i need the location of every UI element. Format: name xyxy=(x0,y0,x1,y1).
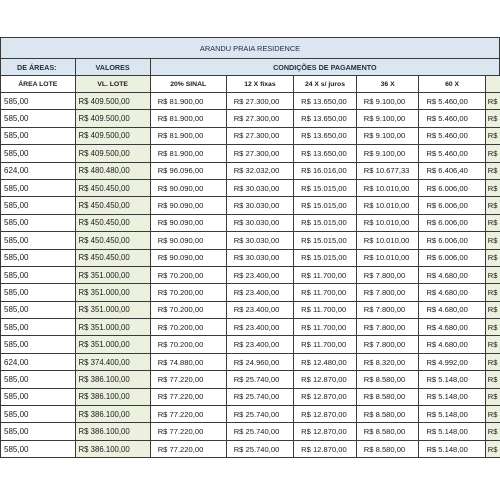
parcela-60x-cell[interactable]: R$ 6.006,00 xyxy=(419,197,485,214)
parcela-60x-cell[interactable]: R$ 5.460,00 xyxy=(419,145,485,162)
table-row xyxy=(1,406,500,423)
parcela-36x-cell[interactable]: R$ 7.800,00 xyxy=(356,301,419,318)
parcela-60x-cell[interactable]: R$ 6.406,40 xyxy=(419,162,485,179)
fixas-12x-cell[interactable]: R$ 23.400,00 xyxy=(226,319,293,336)
parcela-60x-cell[interactable]: R$ 5.460,00 xyxy=(419,93,485,110)
table-row xyxy=(1,93,500,110)
value-cell[interactable]: R$ 351.000,00 xyxy=(75,336,150,353)
parcela-60x-cell[interactable]: R$ 6.006,00 xyxy=(419,179,485,196)
value-cell[interactable]: R$ 450.450,00 xyxy=(75,232,150,249)
table-row xyxy=(1,266,500,283)
next-col-cell[interactable]: R$ xyxy=(485,336,499,353)
fixas-12x-cell[interactable]: R$ 23.400,00 xyxy=(226,266,293,283)
parcela-36x-cell[interactable]: R$ 9.100,00 xyxy=(356,145,419,162)
header-24x[interactable]: 24 X s/ juros xyxy=(294,76,357,93)
table-row xyxy=(1,110,500,127)
sinal-cell[interactable]: R$ 70.200,00 xyxy=(150,319,226,336)
value-cell[interactable]: R$ 351.000,00 xyxy=(75,284,150,301)
parcela-36x-cell[interactable]: R$ 9.100,00 xyxy=(356,127,419,144)
spreadsheet xyxy=(0,37,500,458)
area-cell[interactable]: 585,00 xyxy=(1,93,76,110)
sinal-cell[interactable]: R$ 77.220,00 xyxy=(150,423,226,440)
sinal-cell[interactable]: R$ 81.900,00 xyxy=(150,127,226,144)
value-cell[interactable]: R$ 351.000,00 xyxy=(75,266,150,283)
next-col-cell[interactable]: R$ xyxy=(485,284,499,301)
juros-24x-cell[interactable]: R$ 11.700,00 xyxy=(294,266,357,283)
area-cell[interactable]: 585,00 xyxy=(1,266,76,283)
table-row xyxy=(1,301,500,318)
fixas-12x-cell[interactable]: R$ 27.300,00 xyxy=(226,145,293,162)
sinal-cell[interactable]: R$ 77.220,00 xyxy=(150,440,226,457)
next-col-cell[interactable]: R$ xyxy=(485,214,499,231)
juros-24x-cell[interactable]: R$ 12.870,00 xyxy=(294,423,357,440)
next-col-cell[interactable]: R$ xyxy=(485,179,499,196)
area-cell[interactable]: 585,00 xyxy=(1,127,76,144)
sinal-cell[interactable]: R$ 90.090,00 xyxy=(150,232,226,249)
juros-24x-cell[interactable]: R$ 15.015,00 xyxy=(294,249,357,266)
parcela-60x-cell[interactable]: R$ 5.148,00 xyxy=(419,440,485,457)
area-cell[interactable]: 585,00 xyxy=(1,284,76,301)
parcela-36x-cell[interactable]: R$ 8.580,00 xyxy=(356,423,419,440)
area-cell[interactable]: 624,00 xyxy=(1,162,76,179)
section-row xyxy=(1,59,500,76)
fixas-12x-cell[interactable]: R$ 25.740,00 xyxy=(226,371,293,388)
sinal-cell[interactable]: R$ 74.880,00 xyxy=(150,353,226,370)
parcela-36x-cell[interactable]: R$ 7.800,00 xyxy=(356,284,419,301)
juros-24x-cell[interactable]: R$ 13.650,00 xyxy=(294,110,357,127)
next-col-cell[interactable]: R$ xyxy=(485,353,499,370)
section-values[interactable]: VALORES xyxy=(75,59,150,76)
next-col-cell[interactable]: R$ xyxy=(485,127,499,144)
sinal-cell[interactable]: R$ 90.090,00 xyxy=(150,249,226,266)
table-row xyxy=(1,423,500,440)
title-row xyxy=(1,38,500,59)
fixas-12x-cell[interactable]: R$ 30.030,00 xyxy=(226,249,293,266)
parcela-36x-cell[interactable]: R$ 7.800,00 xyxy=(356,266,419,283)
juros-24x-cell[interactable]: R$ 15.015,00 xyxy=(294,179,357,196)
sinal-cell[interactable]: R$ 90.090,00 xyxy=(150,197,226,214)
next-col-cell[interactable]: R$ xyxy=(485,301,499,318)
value-cell[interactable]: R$ 386.100,00 xyxy=(75,388,150,405)
area-cell[interactable]: 585,00 xyxy=(1,336,76,353)
value-cell[interactable]: R$ 386.100,00 xyxy=(75,406,150,423)
price-table xyxy=(0,37,500,458)
area-cell[interactable]: 585,00 xyxy=(1,388,76,405)
parcela-36x-cell[interactable]: R$ 7.800,00 xyxy=(356,319,419,336)
sinal-cell[interactable]: R$ 70.200,00 xyxy=(150,301,226,318)
section-conditions[interactable]: CONDIÇÕES DE PAGAMENTO xyxy=(150,59,499,76)
juros-24x-cell[interactable]: R$ 11.700,00 xyxy=(294,284,357,301)
parcela-36x-cell[interactable]: R$ 10.010,00 xyxy=(356,232,419,249)
juros-24x-cell[interactable]: R$ 12.870,00 xyxy=(294,440,357,457)
parcela-60x-cell[interactable]: R$ 5.460,00 xyxy=(419,110,485,127)
table-row xyxy=(1,179,500,196)
value-cell[interactable]: R$ 409.500,00 xyxy=(75,110,150,127)
sinal-cell[interactable]: R$ 77.220,00 xyxy=(150,388,226,405)
parcela-60x-cell[interactable]: R$ 4.680,00 xyxy=(419,301,485,318)
fixas-12x-cell[interactable]: R$ 27.300,00 xyxy=(226,127,293,144)
table-row xyxy=(1,440,500,457)
juros-24x-cell[interactable]: R$ 12.870,00 xyxy=(294,388,357,405)
value-cell[interactable]: R$ 386.100,00 xyxy=(75,423,150,440)
next-col-cell[interactable]: R$ xyxy=(485,388,499,405)
parcela-60x-cell[interactable]: R$ 5.460,00 xyxy=(419,127,485,144)
juros-24x-cell[interactable]: R$ 11.700,00 xyxy=(294,301,357,318)
sheet-title[interactable]: ARANDU PRAIA RESIDENCE xyxy=(1,38,500,59)
value-cell[interactable]: R$ 386.100,00 xyxy=(75,440,150,457)
sinal-cell[interactable]: R$ 81.900,00 xyxy=(150,145,226,162)
area-cell[interactable]: 585,00 xyxy=(1,197,76,214)
fixas-12x-cell[interactable]: R$ 25.740,00 xyxy=(226,440,293,457)
value-cell[interactable]: R$ 351.000,00 xyxy=(75,301,150,318)
area-cell[interactable]: 585,00 xyxy=(1,249,76,266)
value-cell[interactable]: R$ 374.400,00 xyxy=(75,353,150,370)
parcela-36x-cell[interactable]: R$ 10.010,00 xyxy=(356,249,419,266)
parcela-36x-cell[interactable]: R$ 10.010,00 xyxy=(356,179,419,196)
parcela-60x-cell[interactable]: R$ 4.680,00 xyxy=(419,284,485,301)
fixas-12x-cell[interactable]: R$ 30.030,00 xyxy=(226,197,293,214)
area-cell[interactable]: 585,00 xyxy=(1,145,76,162)
value-cell[interactable]: R$ 450.450,00 xyxy=(75,197,150,214)
juros-24x-cell[interactable]: R$ 15.015,00 xyxy=(294,197,357,214)
table-row xyxy=(1,353,500,370)
parcela-60x-cell[interactable]: R$ 5.148,00 xyxy=(419,423,485,440)
fixas-12x-cell[interactable]: R$ 25.740,00 xyxy=(226,406,293,423)
table-row xyxy=(1,214,500,231)
sinal-cell[interactable]: R$ 70.200,00 xyxy=(150,284,226,301)
sinal-cell[interactable]: R$ 77.220,00 xyxy=(150,371,226,388)
sinal-cell[interactable]: R$ 70.200,00 xyxy=(150,266,226,283)
area-cell[interactable]: 585,00 xyxy=(1,319,76,336)
next-col-cell[interactable]: R$ xyxy=(485,110,499,127)
next-col-cell[interactable]: R$ xyxy=(485,440,499,457)
parcela-36x-cell[interactable]: R$ 10.677,33 xyxy=(356,162,419,179)
next-col-cell[interactable]: R$ xyxy=(485,249,499,266)
parcela-60x-cell[interactable]: R$ 6.006,00 xyxy=(419,249,485,266)
parcela-36x-cell[interactable]: R$ 8.580,00 xyxy=(356,388,419,405)
header-60x[interactable]: 60 X xyxy=(419,76,485,93)
value-cell[interactable]: R$ 386.100,00 xyxy=(75,371,150,388)
fixas-12x-cell[interactable]: R$ 30.030,00 xyxy=(226,214,293,231)
table-row xyxy=(1,145,500,162)
value-cell[interactable]: R$ 450.450,00 xyxy=(75,249,150,266)
value-cell[interactable]: R$ 450.450,00 xyxy=(75,179,150,196)
area-cell[interactable]: 585,00 xyxy=(1,406,76,423)
fixas-12x-cell[interactable]: R$ 24.960,00 xyxy=(226,353,293,370)
next-col-cell[interactable]: R$ xyxy=(485,93,499,110)
fixas-12x-cell[interactable]: R$ 23.400,00 xyxy=(226,301,293,318)
next-col-cell[interactable]: R$ xyxy=(485,197,499,214)
juros-24x-cell[interactable]: R$ 11.700,00 xyxy=(294,319,357,336)
table-row xyxy=(1,284,500,301)
juros-24x-cell[interactable]: R$ 13.650,00 xyxy=(294,145,357,162)
value-cell[interactable]: R$ 409.500,00 xyxy=(75,145,150,162)
header-row xyxy=(1,76,500,93)
fixas-12x-cell[interactable]: R$ 30.030,00 xyxy=(226,179,293,196)
table-row xyxy=(1,388,500,405)
parcela-60x-cell[interactable]: R$ 4.680,00 xyxy=(419,266,485,283)
header-next[interactable] xyxy=(485,76,499,93)
next-col-cell[interactable]: R$ xyxy=(485,145,499,162)
next-col-cell[interactable]: R$ xyxy=(485,319,499,336)
parcela-36x-cell[interactable]: R$ 8.580,00 xyxy=(356,440,419,457)
sinal-cell[interactable]: R$ 81.900,00 xyxy=(150,93,226,110)
juros-24x-cell[interactable]: R$ 12.480,00 xyxy=(294,353,357,370)
fixas-12x-cell[interactable]: R$ 23.400,00 xyxy=(226,284,293,301)
table-row xyxy=(1,232,500,249)
header-12x[interactable]: 12 X fixas xyxy=(226,76,293,93)
sinal-cell[interactable]: R$ 81.900,00 xyxy=(150,110,226,127)
header-36x[interactable]: 36 X xyxy=(356,76,419,93)
parcela-36x-cell[interactable]: R$ 8.580,00 xyxy=(356,371,419,388)
area-cell[interactable]: 585,00 xyxy=(1,423,76,440)
juros-24x-cell[interactable]: R$ 12.870,00 xyxy=(294,371,357,388)
parcela-36x-cell[interactable]: R$ 9.100,00 xyxy=(356,93,419,110)
next-col-cell[interactable]: R$ xyxy=(485,232,499,249)
juros-24x-cell[interactable]: R$ 15.015,00 xyxy=(294,214,357,231)
area-cell[interactable]: 585,00 xyxy=(1,301,76,318)
parcela-60x-cell[interactable]: R$ 4.992,00 xyxy=(419,353,485,370)
sinal-cell[interactable]: R$ 77.220,00 xyxy=(150,406,226,423)
fixas-12x-cell[interactable]: R$ 27.300,00 xyxy=(226,110,293,127)
fixas-12x-cell[interactable]: R$ 25.740,00 xyxy=(226,423,293,440)
fixas-12x-cell[interactable]: R$ 23.400,00 xyxy=(226,336,293,353)
juros-24x-cell[interactable]: R$ 13.650,00 xyxy=(294,93,357,110)
area-cell[interactable]: 585,00 xyxy=(1,214,76,231)
area-cell[interactable]: 585,00 xyxy=(1,371,76,388)
parcela-36x-cell[interactable]: R$ 7.800,00 xyxy=(356,336,419,353)
next-col-cell[interactable]: R$ xyxy=(485,371,499,388)
parcela-60x-cell[interactable]: R$ 4.680,00 xyxy=(419,319,485,336)
parcela-60x-cell[interactable]: R$ 4.680,00 xyxy=(419,336,485,353)
juros-24x-cell[interactable]: R$ 12.870,00 xyxy=(294,406,357,423)
area-cell[interactable]: 624,00 xyxy=(1,353,76,370)
sinal-cell[interactable]: R$ 96.096,00 xyxy=(150,162,226,179)
next-col-cell[interactable]: R$ xyxy=(485,423,499,440)
next-col-cell[interactable]: R$ xyxy=(485,406,499,423)
table-row xyxy=(1,371,500,388)
fixas-12x-cell[interactable]: R$ 30.030,00 xyxy=(226,232,293,249)
value-cell[interactable]: R$ 480.480,00 xyxy=(75,162,150,179)
next-col-cell[interactable]: R$ xyxy=(485,266,499,283)
table-row xyxy=(1,197,500,214)
parcela-60x-cell[interactable]: R$ 5.148,00 xyxy=(419,406,485,423)
sinal-cell[interactable]: R$ 90.090,00 xyxy=(150,179,226,196)
value-cell[interactable]: R$ 351.000,00 xyxy=(75,319,150,336)
parcela-36x-cell[interactable]: R$ 9.100,00 xyxy=(356,110,419,127)
sinal-cell[interactable]: R$ 70.200,00 xyxy=(150,336,226,353)
parcela-36x-cell[interactable]: R$ 10.010,00 xyxy=(356,197,419,214)
table-row xyxy=(1,127,500,144)
juros-24x-cell[interactable]: R$ 13.650,00 xyxy=(294,127,357,144)
table-row xyxy=(1,249,500,266)
juros-24x-cell[interactable]: R$ 16.016,00 xyxy=(294,162,357,179)
area-cell[interactable]: 585,00 xyxy=(1,440,76,457)
parcela-36x-cell[interactable]: R$ 8.320,00 xyxy=(356,353,419,370)
parcela-36x-cell[interactable]: R$ 8.580,00 xyxy=(356,406,419,423)
fixas-12x-cell[interactable]: R$ 27.300,00 xyxy=(226,93,293,110)
value-cell[interactable]: R$ 409.500,00 xyxy=(75,93,150,110)
parcela-60x-cell[interactable]: R$ 5.148,00 xyxy=(419,388,485,405)
fixas-12x-cell[interactable]: R$ 32.032,00 xyxy=(226,162,293,179)
section-areas[interactable]: DE ÁREAS: xyxy=(1,59,76,76)
juros-24x-cell[interactable]: R$ 15.015,00 xyxy=(294,232,357,249)
area-cell[interactable]: 585,00 xyxy=(1,232,76,249)
table-row xyxy=(1,162,500,179)
juros-24x-cell[interactable]: R$ 11.700,00 xyxy=(294,336,357,353)
parcela-60x-cell[interactable]: R$ 6.006,00 xyxy=(419,214,485,231)
parcela-60x-cell[interactable]: R$ 5.148,00 xyxy=(419,371,485,388)
fixas-12x-cell[interactable]: R$ 25.740,00 xyxy=(226,388,293,405)
area-cell[interactable]: 585,00 xyxy=(1,110,76,127)
parcela-60x-cell[interactable]: R$ 6.006,00 xyxy=(419,232,485,249)
area-cell[interactable]: 585,00 xyxy=(1,179,76,196)
header-vl-lote[interactable]: VL. LOTE xyxy=(75,76,150,93)
value-cell[interactable]: R$ 409.500,00 xyxy=(75,127,150,144)
next-col-cell[interactable]: R$ xyxy=(485,162,499,179)
header-area-lote[interactable]: ÁREA LOTE xyxy=(1,76,76,93)
header-sinal[interactable]: 20% SINAL xyxy=(150,76,226,93)
value-cell[interactable]: R$ 450.450,00 xyxy=(75,214,150,231)
table-row xyxy=(1,336,500,353)
table-row xyxy=(1,319,500,336)
parcela-36x-cell[interactable]: R$ 10.010,00 xyxy=(356,214,419,231)
sinal-cell[interactable]: R$ 90.090,00 xyxy=(150,214,226,231)
